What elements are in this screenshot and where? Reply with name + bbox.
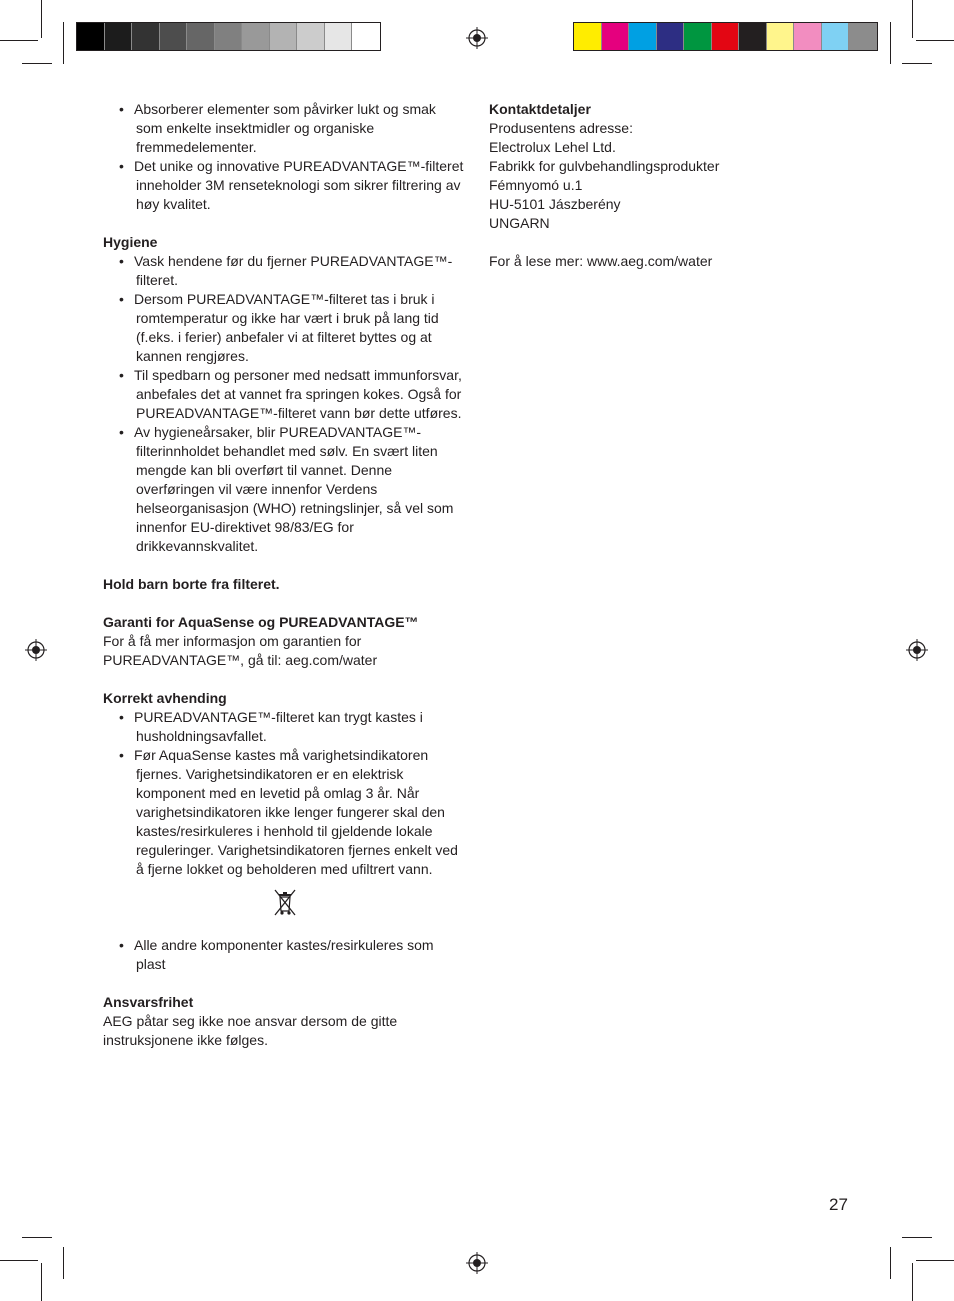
- right-column: [489, 100, 829, 271]
- color-swatch: [739, 23, 767, 50]
- crop-mark: [902, 63, 932, 64]
- contact-line: Produsentens adresse:: [489, 120, 633, 136]
- color-swatch: [160, 23, 188, 50]
- list-item: • Av hygieneårsaker, blir PUREADVANTAGE™-filterinnholdet behandlet med sølv. En svært liten mengde kan bli overført til vannet. Denne overføringen vil være innenfor Verdens helseorganisasjon (WHO) retningslinjer, så vel som innenfor EU-direktivet 98/83/EG for drikkevannskvalitet.: [103, 423, 465, 556]
- color-swatch: [77, 23, 105, 50]
- crop-mark: [916, 1260, 954, 1261]
- crop-mark: [890, 1247, 891, 1279]
- disposal-list: [103, 708, 465, 879]
- color-swatch: [270, 23, 298, 50]
- list-item: • Vask hendene før du fjerner PUREADVANTAGE™-filteret.: [103, 252, 465, 290]
- list-item: • Før AquaSense kastes må varighetsindikatoren fjernes. Varighetsindikatoren er en elektrisk komponent med en levetid på omlag 3 år. Når varighetsindikatoren ikke lenger fungerer skal den kastes/resirkuleres i henhold til gjeldende lokale reguleringer. Varighetsindikatoren fjernes enkelt ved å fjerne lokket og beholderen med ufiltrert vann.: [103, 746, 465, 879]
- color-swatch: [629, 23, 657, 50]
- intro-list: [103, 100, 465, 214]
- color-swatch: [352, 23, 380, 50]
- list-item: • Til spedbarn og personer med nedsatt immunforsvar, anbefales det at vannet fra springen kokes. Også for PUREADVANTAGE™-filteret vann bør dette utføres.: [103, 366, 465, 423]
- color-swatch: [105, 23, 133, 50]
- crop-mark: [912, 0, 913, 38]
- hygiene-list: [103, 252, 465, 556]
- registration-mark-icon: [466, 27, 488, 49]
- crossed-out-wheelie-bin-icon: [271, 887, 299, 917]
- list-item: • Alle andre komponenter kastes/resirkuleres som plast: [103, 936, 465, 974]
- color-swatch: [242, 23, 270, 50]
- contact-heading: Kontaktdetaljer: [489, 101, 591, 117]
- crop-mark: [63, 1247, 64, 1279]
- color-swatch: [767, 23, 795, 50]
- crop-mark: [912, 1263, 913, 1301]
- crop-mark: [22, 1237, 52, 1238]
- registration-mark-icon: [906, 639, 928, 661]
- contact-line: Fabrikk for gulvbehandlingsprodukter: [489, 158, 720, 174]
- left-column: [103, 100, 465, 1050]
- color-swatch: [822, 23, 850, 50]
- crop-mark: [41, 0, 42, 38]
- color-swatch: [132, 23, 160, 50]
- color-swatch: [297, 23, 325, 50]
- color-swatch: [849, 23, 877, 50]
- liability-text: AEG påtar seg ikke noe ansvar dersom de gitte instruksjonene ikke følges.: [103, 1013, 398, 1048]
- crop-mark: [0, 40, 38, 41]
- list-item: • Dersom PUREADVANTAGE™-filteret tas i bruk i romtemperatur og ikke har vært i bruk på lang tid (f.eks. i ferier) anbefaler vi at filteret byttes og at kannen rengjøres.: [103, 290, 465, 366]
- list-item: • Absorberer elementer som påvirker lukt og smak som enkelte insektmidler og organiske fremmedelementer.: [103, 100, 465, 157]
- crop-mark: [41, 1263, 42, 1301]
- crop-mark: [890, 22, 891, 64]
- warranty-text: For å få mer informasjon om garantien for PUREADVANTAGE™, gå til: aeg.com/water: [103, 633, 378, 668]
- contact-line: Fémnyomó u.1: [489, 177, 583, 193]
- color-swatch: [187, 23, 215, 50]
- children-warning-heading: Hold barn borte fra filteret.: [103, 576, 280, 592]
- color-swatch: [657, 23, 685, 50]
- registration-mark-icon: [466, 1252, 488, 1274]
- crop-mark: [0, 1260, 38, 1261]
- color-swatch: [684, 23, 712, 50]
- color-swatch: [325, 23, 353, 50]
- crop-mark: [63, 22, 64, 64]
- disposal-list-continued: [103, 936, 465, 974]
- crop-mark: [22, 63, 52, 64]
- color-swatch: [794, 23, 822, 50]
- disposal-heading: Korrekt avhending: [103, 690, 227, 706]
- hygiene-heading: Hygiene: [103, 234, 158, 250]
- page-number: 27: [829, 1195, 848, 1214]
- process-color-bar: [573, 22, 878, 51]
- color-swatch: [574, 23, 602, 50]
- contact-line: UNGARN: [489, 215, 550, 231]
- warranty-heading: Garanti for AquaSense og PUREADVANTAGE™: [103, 614, 419, 630]
- contact-line: Electrolux Lehel Ltd.: [489, 139, 616, 155]
- color-swatch: [712, 23, 740, 50]
- crop-mark: [916, 40, 954, 41]
- crop-mark: [902, 1237, 932, 1238]
- list-item: • PUREADVANTAGE™-filteret kan trygt kastes i husholdningsavfallet.: [103, 708, 465, 746]
- contact-line: HU-5101 Jászberény: [489, 196, 621, 212]
- grayscale-color-bar: [76, 22, 381, 51]
- color-swatch: [215, 23, 243, 50]
- color-swatch: [602, 23, 630, 50]
- read-more-link[interactable]: For å lese mer: www.aeg.com/water: [489, 253, 713, 269]
- list-item: • Det unike og innovative PUREADVANTAGE™-filteret inneholder 3M renseteknologi som sikrer filtrering av høy kvalitet.: [103, 157, 465, 214]
- registration-mark-icon: [25, 639, 47, 661]
- liability-heading: Ansvarsfrihet: [103, 994, 194, 1010]
